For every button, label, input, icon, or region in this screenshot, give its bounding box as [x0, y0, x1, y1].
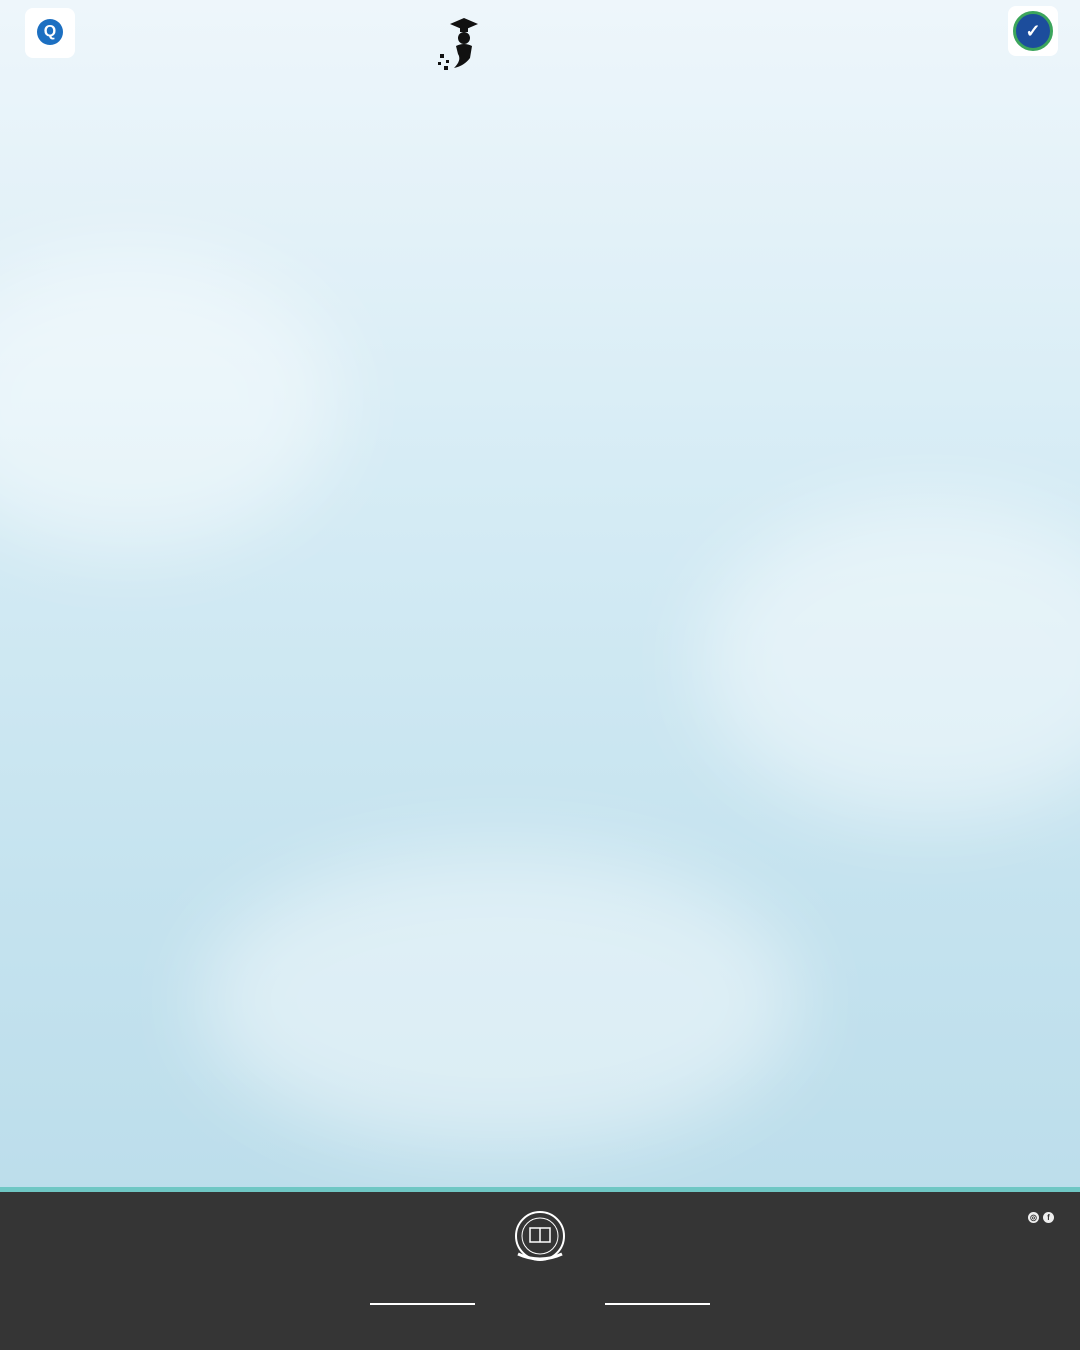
school-emblem-icon: [510, 1210, 570, 1266]
visaf-badge: [1000, 6, 1058, 56]
divider: [605, 1303, 710, 1305]
nabet-logo: [25, 8, 75, 58]
divider: [370, 1303, 475, 1305]
footer: [0, 1187, 1080, 1350]
background-cloud: [700, 500, 1080, 820]
graduate-icon: [436, 16, 486, 76]
visaf-logo: [1008, 6, 1058, 56]
checkmark-seal-icon: ✓: [1013, 11, 1053, 51]
background-cloud: [0, 250, 340, 550]
instagram-icon[interactable]: ◎: [1028, 1212, 1039, 1223]
nabet-q-icon: Q: [37, 19, 63, 45]
facebook-icon[interactable]: f: [1043, 1212, 1054, 1223]
social-links: [1028, 1212, 1054, 1223]
background-cloud: [200, 850, 800, 1150]
empowerment-logo: [436, 16, 490, 76]
nabet-badge: [25, 8, 83, 58]
